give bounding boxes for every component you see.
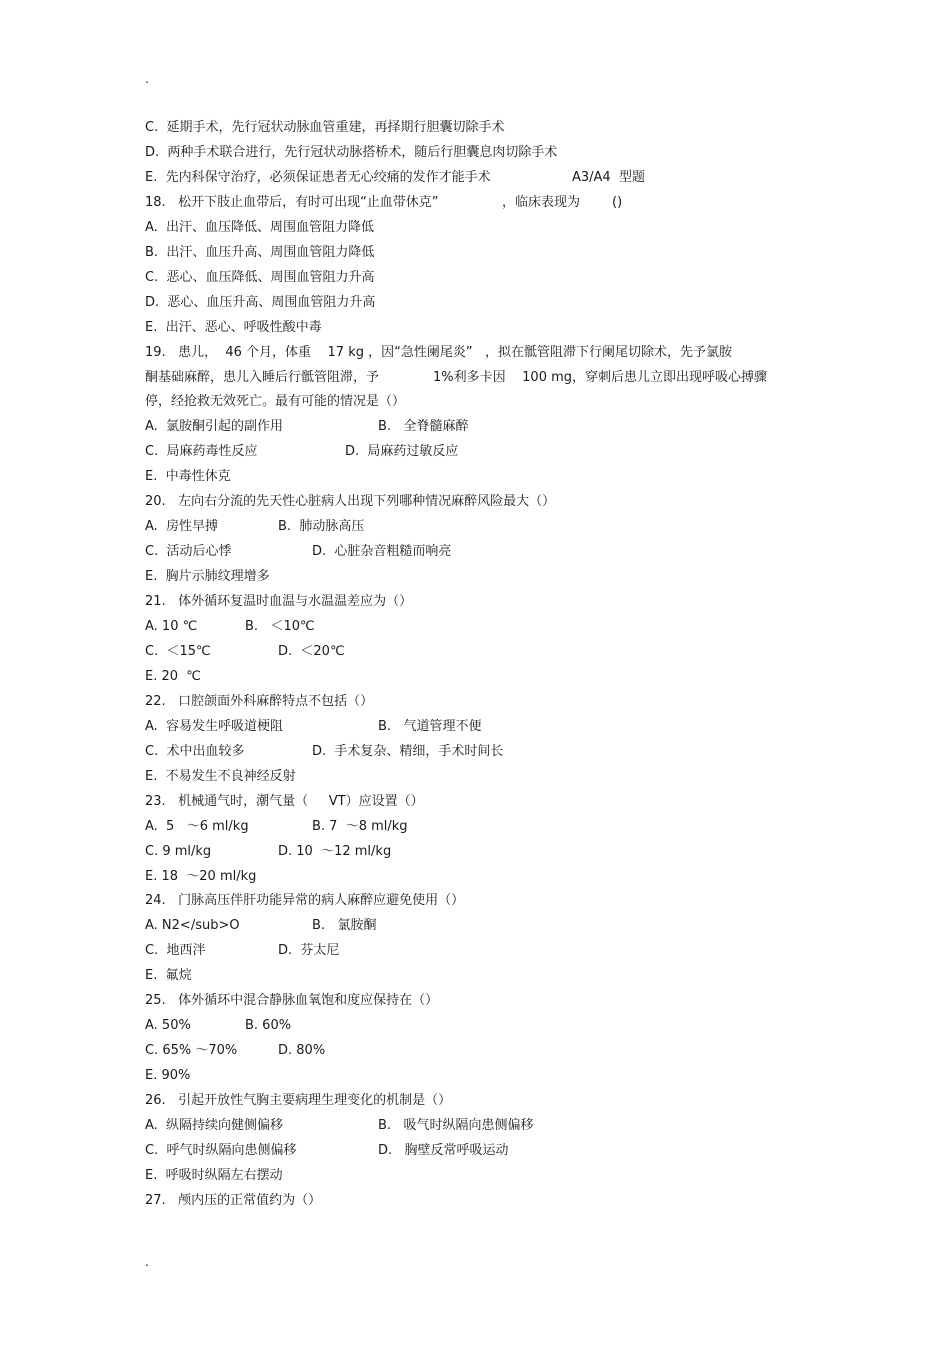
text-segment: E. 20 ℃ — [145, 669, 201, 684]
text-segment: 25. 体外循环中混合静脉血氧饱和度应保持在（） — [145, 993, 439, 1008]
text-segment: C. 地西泮 — [145, 943, 206, 958]
text-segment: B. 吸气时纵隔向患侧偏移 — [378, 1118, 534, 1133]
text-segment: B. 60% — [245, 1018, 292, 1033]
text-segment: D. 心脏杂音粗糙而响亮 — [312, 544, 452, 559]
text-segment: 酮基础麻醉，患儿入睡后行骶管阻滞，予 — [145, 370, 380, 385]
text-segment: C. 术中出血较多 — [145, 744, 245, 759]
text-segment: D. 恶心、血压升高、周围血管阻力升高 — [145, 295, 376, 310]
text-segment: C. ＜15℃ — [145, 644, 211, 659]
text-segment: C. 延期手术，先行冠状动脉血管重建，再择期行胆囊切除手术 — [145, 120, 505, 135]
text-segment: ，临床表现为 — [502, 195, 581, 210]
text-segment: A. 5 ～6 ml/kg — [145, 819, 249, 834]
text-segment: E. 胸片示肺纹理增多 — [145, 569, 270, 584]
text-segment: B. 肺动脉高压 — [278, 519, 365, 534]
text-segment: C. 活动后心悸 — [145, 544, 232, 559]
text-segment: B. 全脊髓麻醉 — [378, 419, 469, 434]
text-segment: D. 10 ～12 ml/kg — [278, 844, 392, 859]
text-segment: A. 纵隔持续向健侧偏移 — [145, 1118, 284, 1133]
text-segment: 27. 颅内压的正常值约为（） — [145, 1193, 322, 1208]
text-segment: A. 10 ℃ — [145, 619, 198, 634]
text-segment: A. N2</sub>O — [145, 918, 240, 933]
text-segment: 22. 口腔颌面外科麻醉特点不包括（） — [145, 694, 374, 709]
text-segment: 19. 患儿， 46 个月，体重 17 kg ，因“急性阑尾炎” ，拟在骶管阻滞下行阑尾切除术，先予氯胺 — [145, 345, 732, 360]
text-segment: E. 不易发生不良神经反射 — [145, 769, 296, 784]
text-segment: E. 氟烷 — [145, 968, 192, 983]
text-segment: 23. 机械通气时，潮气量（ VT）应设置（） — [145, 794, 424, 809]
text-segment: A. 容易发生呼吸道梗阻 — [145, 719, 284, 734]
text-segment: D. ＜20℃ — [278, 644, 345, 659]
text-segment: E. 中毒性休克 — [145, 469, 231, 484]
text-segment: B. 氯胺酮 — [312, 918, 377, 933]
text-segment: 20. 左向右分流的先天性心脏病人出现下列哪种情况麻醉风险最大（） — [145, 494, 556, 509]
text-segment: A. 房性早搏 — [145, 519, 219, 534]
text-segment: B. ＜10℃ — [245, 619, 315, 634]
text-segment: A3/A4 型题 — [572, 170, 645, 185]
text-segment: 1%利多卡因 100 mg，穿刺后患儿立即出现呼吸心搏骤 — [433, 370, 768, 385]
text-segment: E. 出汗、恶心、呼吸性酸中毒 — [145, 320, 322, 335]
text-segment: 24. 门脉高压伴肝功能异常的病人麻醉应避免使用（） — [145, 893, 465, 908]
text-segment: D. 芬太尼 — [278, 943, 340, 958]
text-segment: D. 胸壁反常呼吸运动 — [378, 1143, 509, 1158]
text-segment: B. 气道管理不便 — [378, 719, 482, 734]
text-segment: E. 18 ～20 ml/kg — [145, 869, 257, 884]
text-segment: 18. 松开下肢止血带后，有时可出现“止血带休克” — [145, 195, 439, 210]
page-mark-top: . — [145, 72, 149, 86]
page-mark-bottom: . — [145, 1255, 149, 1269]
text-segment: E. 呼吸时纵隔左右摆动 — [145, 1168, 283, 1183]
text-segment: C. 恶心、血压降低、周围血管阻力升高 — [145, 270, 375, 285]
text-segment: C. 65% ～70% — [145, 1043, 238, 1058]
text-segment: 停，经抢救无效死亡。最有可能的情况是（） — [145, 394, 406, 409]
text-segment: A. 氯胺酮引起的副作用 — [145, 419, 284, 434]
text-segment: A. 50% — [145, 1018, 191, 1033]
text-segment: C. 局麻药毒性反应 — [145, 444, 258, 459]
text-segment: C. 9 ml/kg — [145, 844, 212, 859]
text-segment: D. 80% — [278, 1043, 326, 1058]
text-segment: B. 7 ～8 ml/kg — [312, 819, 408, 834]
text-segment: E. 90% — [145, 1068, 191, 1083]
text-segment: D. 局麻药过敏反应 — [345, 444, 459, 459]
text-segment: () — [612, 195, 623, 210]
text-segment: D. 手术复杂、精细，手术时间长 — [312, 744, 504, 759]
text-segment: C. 呼气时纵隔向患侧偏移 — [145, 1143, 297, 1158]
text-segment: D. 两种手术联合进行，先行冠状动脉搭桥术，随后行胆囊息肉切除手术 — [145, 145, 558, 160]
text-segment: B. 出汗、血压升高、周围血管阻力降低 — [145, 245, 375, 260]
text-segment: A. 出汗、血压降低、周围血管阻力降低 — [145, 220, 375, 235]
text-segment: E. 先内科保守治疗，必须保证患者无心绞痛的发作才能手术 — [145, 170, 491, 185]
text-segment: 21. 体外循环复温时血温与水温温差应为（） — [145, 594, 413, 609]
text-segment: 26. 引起开放性气胸主要病理生理变化的机制是（） — [145, 1093, 452, 1108]
